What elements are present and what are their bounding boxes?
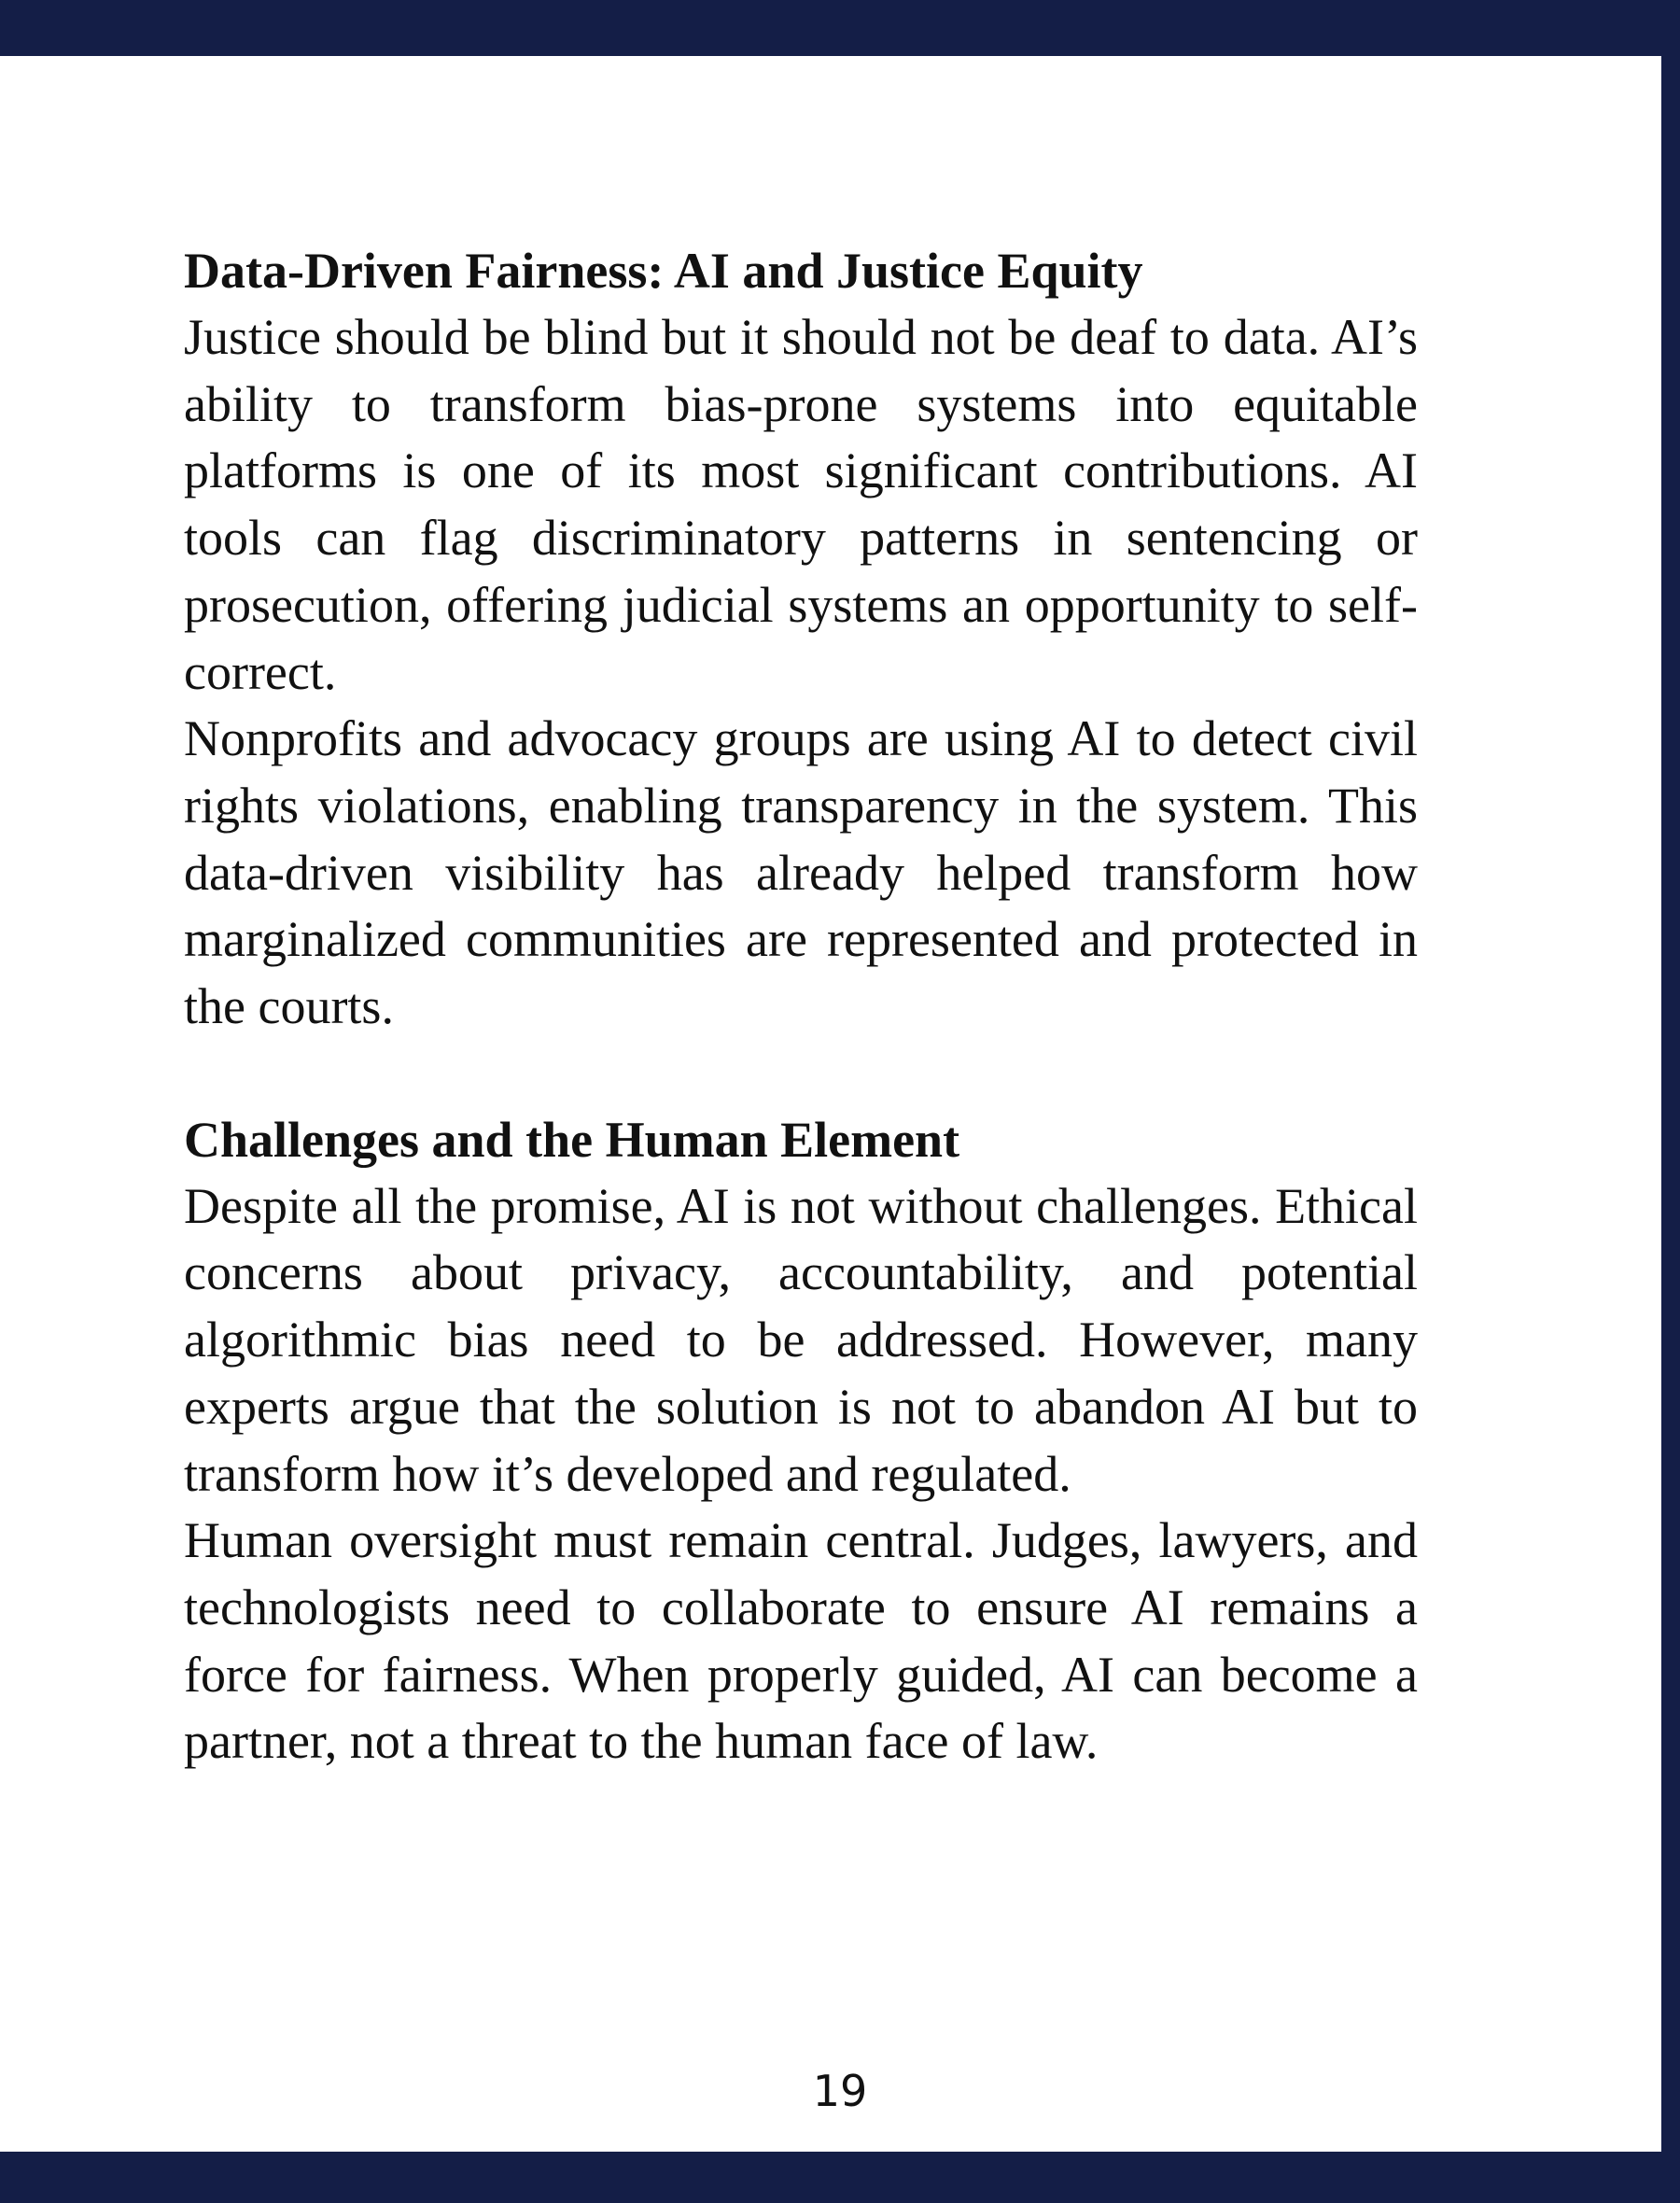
section-heading: Data-Driven Fairness: AI and Justice Equity — [184, 243, 1143, 299]
page-number: 19 — [812, 2066, 868, 2116]
section-spacer — [184, 1041, 1418, 1106]
section-heading: Challenges and the Human Element — [184, 1111, 960, 1168]
section-paragraph: Justice should be blind but it should not be deaf to data. AI’s ability to transform bias-prone systems into equitable platforms is one of its most significant contributions. AI tools can flag discriminatory patterns in sentencing or prosecution, offering judicial systems an opportunity to self-correct. — [184, 309, 1418, 700]
bottom-border-band — [0, 2152, 1680, 2203]
right-border-band — [1661, 0, 1680, 2203]
page-content — [184, 237, 1418, 1775]
section-paragraph: Human oversight must remain central. Judges, lawyers, and technologists need to collaborate to ensure AI remains a force for fairness. When properly guided, AI can become a partner, not a threat to the human face of law. — [184, 1512, 1418, 1770]
section-challenges — [184, 1106, 1418, 1775]
section-data-driven-fairness — [184, 237, 1418, 1041]
top-border-band — [0, 0, 1680, 56]
section-paragraph: Nonprofits and advocacy groups are using AI to detect civil rights violations, enabling transparency in the system. This data-driven visibility has already helped transform how marginalized communities are represented and protected in the courts. — [184, 710, 1418, 1035]
section-paragraph: Despite all the promise, AI is not without challenges. Ethical concerns about privacy, accountability, and potential algorithmic bias need to be addressed. However, many experts argue that the solution is not to abandon AI but to transform how it’s developed and regulated. — [184, 1177, 1418, 1502]
